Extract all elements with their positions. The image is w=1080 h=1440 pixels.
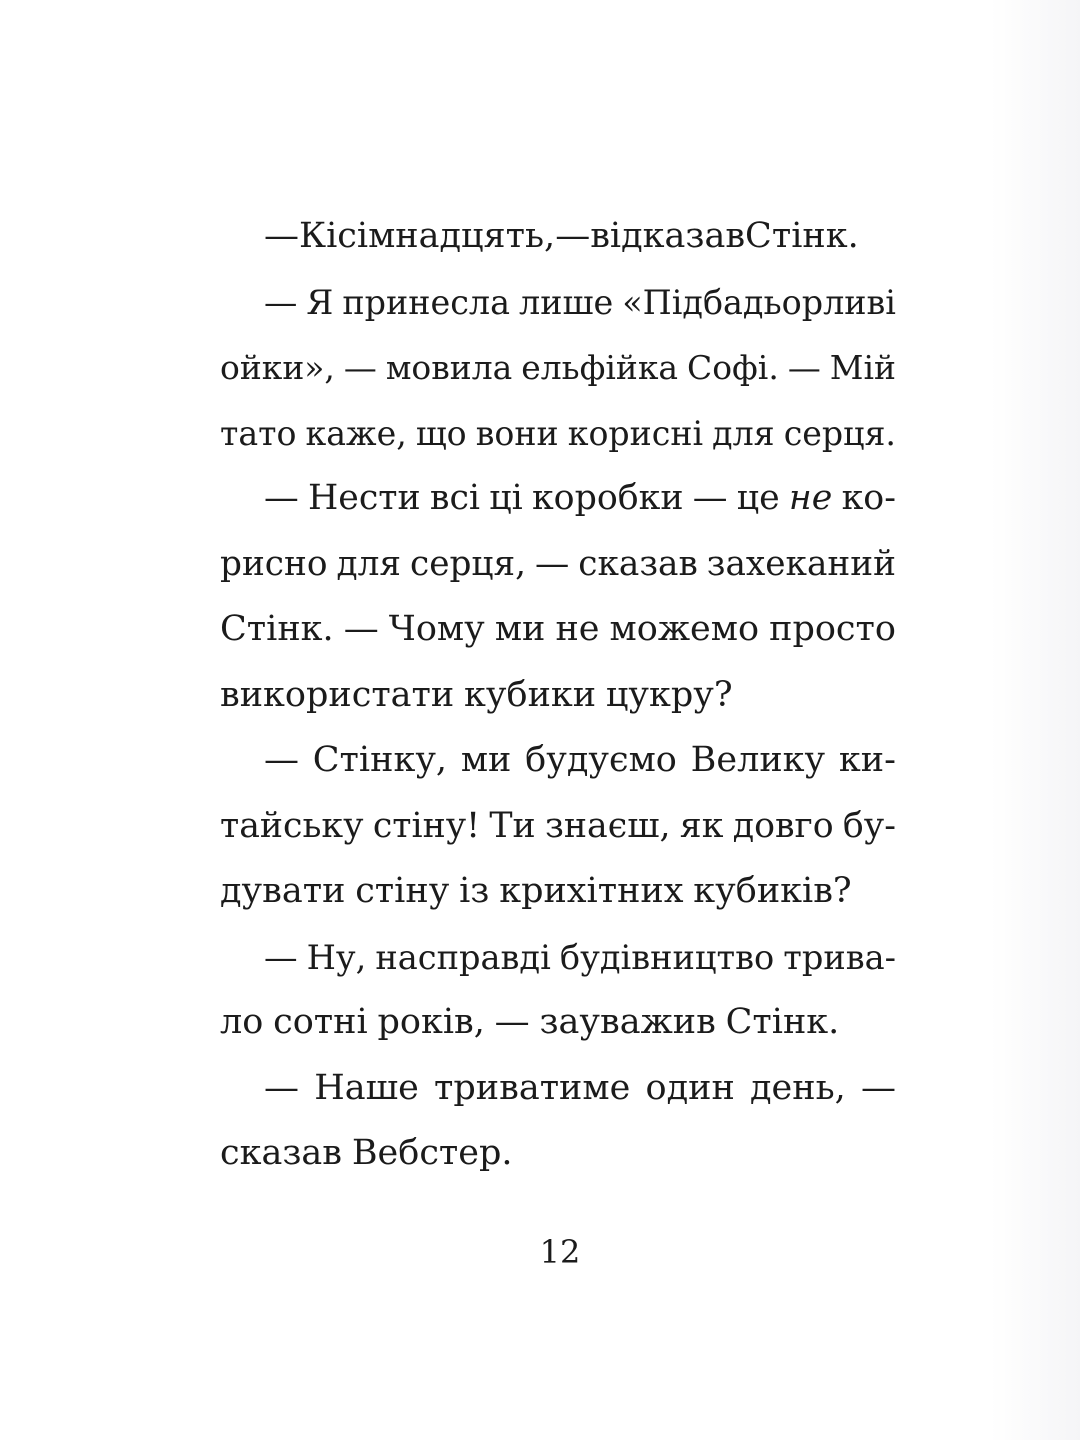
text-line: тайську стіну! Ти знаєш, як довго бу- (220, 805, 896, 846)
text-line: — Нести всі ці коробки — це не ко- (264, 478, 896, 518)
body-text (220, 204, 896, 1187)
text-line: ло сотні років, — зауважив Стінк. (220, 1002, 840, 1042)
text-line: рисно для серця, — сказав захеканий (220, 543, 896, 584)
page-number: 12 (539, 1233, 581, 1271)
text-line: тато каже, що вони корисні для серця. (220, 413, 896, 453)
text-line: Стінк. — Чому ми не можемо просто (220, 609, 896, 649)
text-line: дувати стіну із крихітних кубиків? (220, 871, 852, 911)
text-line: — Стінку, ми будуємо Велику ки- (264, 740, 896, 780)
page-edge-shadow (990, 0, 1080, 1440)
text-line: сказав Вебстер. (220, 1133, 513, 1173)
text-line: — Кісімнадцять, — відказав Стінк. (264, 216, 859, 256)
text-line: використати кубики цукру? (220, 674, 733, 715)
text-line: ойки», — мовила ельфійка Софі. — Мій (220, 348, 896, 387)
text-line: — Я принесла лише «Підбадьорливі (264, 282, 896, 322)
text-line: — Ну, насправді будівництво трива- (264, 937, 896, 977)
text-line: — Наше триватиме один день, — (264, 1067, 896, 1108)
